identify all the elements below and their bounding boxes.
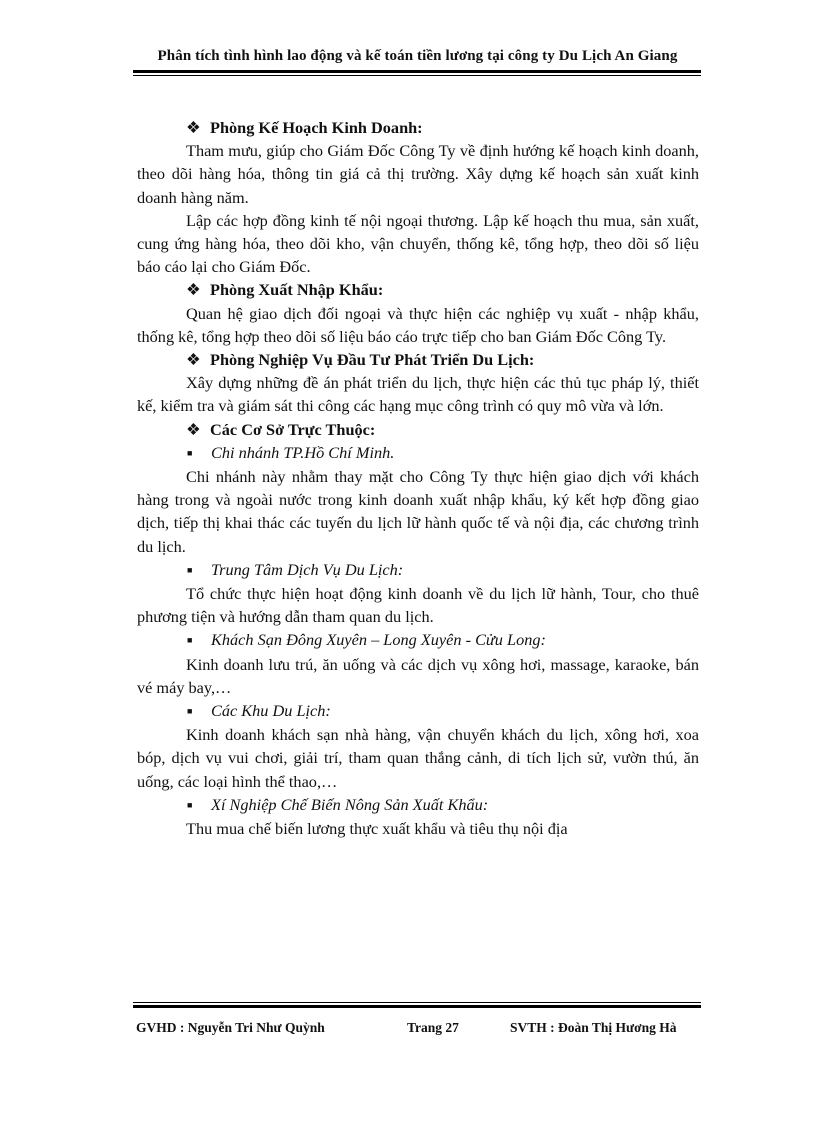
heading-text: Phòng Nghiệp Vụ Đầu Tư Phát Triển Du Lịch: — [210, 350, 535, 370]
paragraph: Thu mua chế biến lương thực xuất khẩu và tiêu thụ nội địa — [186, 819, 568, 839]
section-heading-dau-tu — [137, 348, 699, 371]
heading-text: Các Cơ Sở Trực Thuộc: — [210, 419, 376, 439]
paragraph: Kinh doanh khách sạn nhà hàng, vận chuyển khách du lịch, xông hơi, xoa bóp, dịch vụ vui chơi, giải trí, tham quan thắng cảnh, di tích lịch sử, vườn thú, ăn uống, các loại hình thể thao,… — [137, 725, 699, 791]
subheading-khu-du-lich — [137, 699, 699, 723]
section-heading-ke-hoach — [137, 116, 699, 139]
subheading-xi-nghiep — [137, 793, 699, 817]
subheading-text: Xí Nghiệp Chế Biến Nông Sản Xuất Khẩu: — [211, 794, 489, 814]
square-bullet-icon: ■ — [187, 447, 193, 458]
square-bullet-icon: ■ — [187, 635, 193, 646]
diamond-bullet-icon: ❖ — [186, 280, 201, 300]
paragraph: Quan hệ giao dịch đối ngoại và thực hiện các nghiệp vụ xuất - nhập khẩu, thống kê, tổng hợp theo dõi số liệu báo cáo trực tiếp cho ban Giám Đốc Công Ty. — [137, 303, 699, 346]
diamond-bullet-icon: ❖ — [186, 350, 201, 370]
subheading-text: Trung Tâm Dịch Vụ Du Lịch: — [211, 559, 404, 579]
subheading-trung-tam — [137, 558, 699, 582]
footer-student: SVTH : Đoàn Thị Hương Hà — [510, 1020, 677, 1035]
paragraph: Tổ chức thực hiện hoạt động kinh doanh về du lịch lữ hành, Tour, cho thuê phương tiện và hướng dẫn tham quan du lịch. — [137, 584, 699, 627]
footer-rule — [133, 1002, 701, 1008]
subheading-text: Khách Sạn Đông Xuyên – Long Xuyên - Cửu Long: — [211, 630, 546, 650]
document-body — [137, 116, 699, 840]
heading-text: Phòng Kế Hoạch Kinh Doanh: — [210, 118, 423, 137]
header-rule — [133, 70, 701, 76]
subheading-chi-nhanh — [137, 441, 699, 465]
diamond-bullet-icon: ❖ — [186, 118, 201, 137]
heading-text: Phòng Xuất Nhập Khẩu: — [210, 280, 384, 300]
paragraph: Lập các hợp đồng kinh tế nội ngoại thương. Lập kế hoạch thu mua, sản xuất, cung ứng hàng hóa, theo dõi kho, vận chuyển, thống kê, tổng hợp, theo dõi số liệu báo cáo lại cho Giám Đốc. — [137, 210, 699, 277]
section-heading-co-so — [137, 418, 699, 441]
footer-instructor: GVHD : Nguyễn Tri Như Quỳnh — [136, 1020, 325, 1035]
paragraph: Kinh doanh lưu trú, ăn uống và các dịch vụ xông hơi, massage, karaoke, bán vé máy bay,… — [137, 654, 699, 697]
subheading-khach-san — [137, 628, 699, 652]
square-bullet-icon: ■ — [187, 706, 193, 717]
square-bullet-icon: ■ — [187, 799, 193, 810]
paragraph: Xây dựng những đề án phát triển du lịch, thực hiện các thủ tục pháp lý, thiết kế, kiểm tra và giám sát thi công các hạng mục công trình có quy mô vừa và lớn. — [137, 373, 699, 416]
paragraph: Chi nhánh này nhằm thay mặt cho Công Ty thực hiện giao dịch với khách hàng trong và ngoài nước trong kinh doanh xuất nhập khẩu, ký kết hợp đồng giao dịch, tiếp thị khai thác các tuyến du lịch lữ hành quốc tế và nội địa, các chương trình du lịch. — [137, 467, 699, 556]
footer-page-number: Trang 27 — [407, 1020, 459, 1035]
subheading-text: Các Khu Du Lịch: — [211, 701, 331, 721]
paragraph: Tham mưu, giúp cho Giám Đốc Công Ty về định hướng kế hoạch kinh doanh, theo dõi hàng hóa, thông tin giá cả thị trường. Xây dựng kế hoạch sản xuất kinh doanh hàng năm. — [137, 141, 699, 207]
diamond-bullet-icon: ❖ — [186, 419, 201, 439]
subheading-text: Chi nhánh TP.Hồ Chí Minh. — [211, 442, 395, 462]
running-header: Phân tích tình hình lao động và kế toán tiền lương tại công ty Du Lịch An Giang — [157, 48, 678, 64]
square-bullet-icon: ■ — [187, 564, 193, 575]
section-heading-xuat-nhap-khau — [137, 278, 699, 301]
